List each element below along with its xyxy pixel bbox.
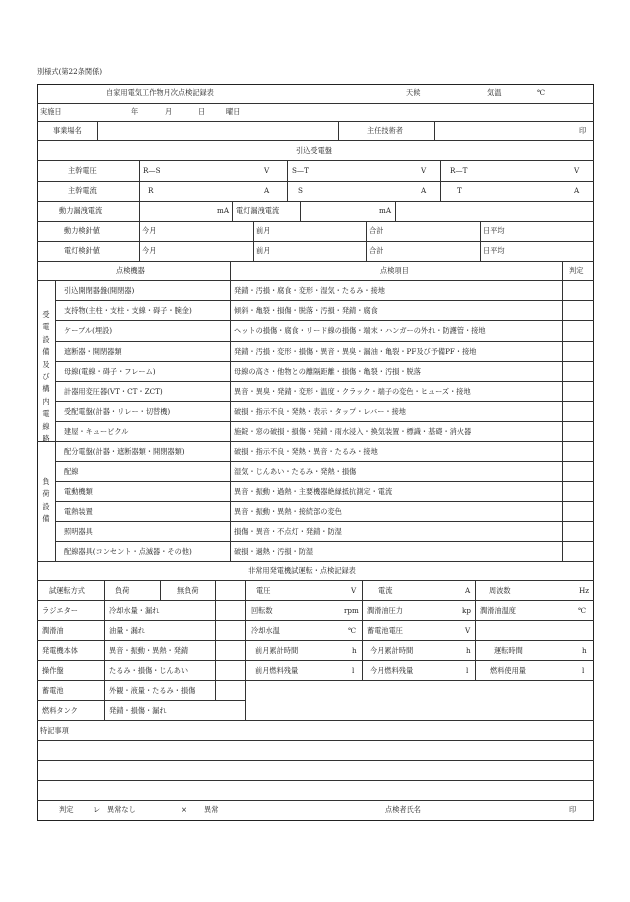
power-total: 合計 bbox=[369, 226, 384, 235]
current-s-unit: A bbox=[421, 186, 427, 195]
office-name-label: 事業場名 bbox=[53, 126, 82, 135]
gen-frequency-label: 周波数 bbox=[489, 586, 511, 595]
lube-oil-label: 潤滑油 bbox=[42, 626, 64, 635]
group1-row-1-equipment: 引込開閉器盤(開閉器) bbox=[64, 286, 135, 295]
power-this-month: 今月 bbox=[142, 226, 157, 235]
weekday-label: 曜日 bbox=[226, 107, 241, 116]
incoming-panel-title: 引込受電盤 bbox=[296, 146, 332, 155]
control-panel-label: 操作盤 bbox=[42, 666, 64, 675]
group2-row-2-items: 湿気・じんあい・たるみ・発熱・損傷 bbox=[234, 467, 357, 476]
radiator-items: 冷却水量・漏れ bbox=[109, 606, 160, 615]
this-fuel-unit: l bbox=[466, 666, 469, 675]
group1-row-3-equipment: ケーブル(埋設) bbox=[64, 326, 113, 335]
power-meter-label: 動力検針値 bbox=[64, 226, 100, 235]
group1-row-5-equipment: 母線(電線・碍子・フレーム) bbox=[64, 367, 156, 376]
run-hours-unit: h bbox=[582, 646, 587, 655]
battery-voltage-unit: V bbox=[465, 626, 471, 635]
judgement-label: 判定 bbox=[59, 805, 74, 814]
prev-hours-unit: h bbox=[352, 646, 357, 655]
prev-fuel-unit: l bbox=[352, 666, 355, 675]
current-t-label: T bbox=[457, 186, 462, 195]
ok-label: 異常なし bbox=[107, 805, 136, 814]
weather-label: 天候 bbox=[406, 88, 421, 97]
group2-row-4-items: 異音・振動・異熱・接続部の変色 bbox=[234, 507, 342, 516]
judgement-header: 判定 bbox=[569, 266, 584, 275]
power-daily-avg: 日平均 bbox=[483, 226, 505, 235]
oil-temp-unit: ℃ bbox=[578, 606, 587, 615]
group1-row-3-items: ヘットの損傷・腐食・リード線の損傷・端末・ハンガーの外れ・防護管・接地 bbox=[234, 326, 486, 335]
year-label: 年 bbox=[131, 107, 139, 116]
battery-items: 外観・液量・たるみ・損傷 bbox=[109, 686, 196, 695]
light-last-month: 前月 bbox=[256, 246, 271, 255]
light-leak-label: 電灯漏洩電流 bbox=[236, 206, 280, 215]
chief-engineer-label: 主任技術者 bbox=[367, 126, 403, 135]
oil-pressure-unit: kp bbox=[462, 606, 471, 615]
group2-row-6-equipment: 配線器具(コンセント・点滅器・その他) bbox=[64, 547, 192, 556]
group1-row-8-items: 施錠・窓の破損・損傷・発錆・雨水浸入・換気装置・標識・基礎・消火器 bbox=[234, 427, 472, 436]
group1-row-7-items: 破損・指示不良・発熱・表示・タップ・レバー・接地 bbox=[234, 407, 406, 416]
voltage-st-label: S—T bbox=[292, 166, 309, 175]
prev-hours-label: 前月累計時間 bbox=[255, 646, 299, 655]
form-title: 自家用電気工作物月次点検記録表 bbox=[106, 88, 214, 97]
current-r-label: R bbox=[148, 186, 154, 195]
prev-fuel-label: 前月燃料残量 bbox=[255, 666, 299, 675]
gen-voltage-unit: V bbox=[351, 586, 357, 595]
group1-row-8-equipment: 建屋・キュービクル bbox=[64, 427, 129, 436]
power-leak-unit: mA bbox=[217, 206, 230, 215]
group1-row-7-equipment: 受配電盤(計器・リレー・切替機) bbox=[64, 407, 171, 416]
group2-row-1-items: 破損・指示不良・発熱・異音・たるみ・接地 bbox=[234, 447, 378, 456]
inspector-name-label: 点検者氏名 bbox=[385, 805, 421, 814]
group1-vertical-label: 受電設備及び構内電線路 bbox=[42, 310, 50, 444]
group2-row-4-equipment: 電熱装置 bbox=[64, 507, 93, 516]
day-label: 日 bbox=[198, 107, 206, 116]
current-r-unit: A bbox=[264, 186, 270, 195]
coolant-temp-unit: ℃ bbox=[348, 626, 357, 635]
no-load-label: 無負荷 bbox=[177, 586, 199, 595]
form-number: 別様式(第22条関係) bbox=[37, 67, 103, 76]
voltage-rs-label: R—S bbox=[143, 166, 161, 175]
power-leak-label: 動力漏洩電流 bbox=[59, 206, 103, 215]
group2-row-5-equipment: 照明器具 bbox=[64, 527, 93, 536]
group2-row-6-items: 破損・過熱・汚損・防湿 bbox=[234, 547, 314, 556]
equipment-header: 点検機器 bbox=[116, 266, 145, 275]
this-hours-unit: h bbox=[466, 646, 471, 655]
fuel-used-label: 燃料使用量 bbox=[490, 666, 526, 675]
rpm-unit: rpm bbox=[344, 606, 359, 615]
test-method-label: 試運転方式 bbox=[49, 586, 85, 595]
this-fuel-label: 今月燃料残量 bbox=[370, 666, 414, 675]
ng-mark: × bbox=[181, 805, 188, 814]
main-current-label: 主幹電流 bbox=[68, 186, 97, 195]
group1-row-2-equipment: 支持物(主柱・支柱・支線・碍子・腕金) bbox=[64, 306, 192, 315]
light-total: 合計 bbox=[369, 246, 384, 255]
group2-row-5-items: 損傷・異音・不点灯・発錆・防湿 bbox=[234, 527, 342, 536]
group2-vertical-label: 負荷設備 bbox=[42, 477, 50, 524]
fuel-tank-label: 燃料タンク bbox=[42, 706, 78, 715]
group2-row-3-items: 異音・振動・過熱・主要機器絶縁抵抗測定・電流 bbox=[234, 487, 393, 496]
light-daily-avg: 日平均 bbox=[483, 246, 505, 255]
oil-pressure-label: 潤滑油圧力 bbox=[367, 606, 403, 615]
gen-frequency-unit: Hz bbox=[579, 586, 590, 595]
ng-label: 異常 bbox=[204, 805, 219, 814]
gen-voltage-label: 電圧 bbox=[256, 586, 271, 595]
fuel-used-unit: l bbox=[582, 666, 585, 675]
voltage-rs-unit: V bbox=[264, 166, 270, 175]
battery-label: 蓄電池 bbox=[42, 686, 64, 695]
generator-body-label: 発電機本体 bbox=[42, 646, 78, 655]
current-t-unit: A bbox=[574, 186, 580, 195]
engineer-seal: 印 bbox=[579, 126, 587, 135]
power-last-month: 前月 bbox=[256, 226, 271, 235]
group2-row-3-equipment: 電動機類 bbox=[64, 487, 93, 496]
check-items-header: 点検項目 bbox=[380, 266, 409, 275]
group2-row-1-equipment: 配分電盤(計器・遮断器類・開閉器類) bbox=[64, 447, 185, 456]
gen-current-unit: A bbox=[465, 586, 471, 595]
battery-voltage-label: 蓄電池電圧 bbox=[367, 626, 403, 635]
ok-mark: レ bbox=[93, 805, 101, 814]
light-meter-label: 電灯検針値 bbox=[64, 246, 100, 255]
generator-body-items: 異音・振動・異熱・発錆 bbox=[109, 646, 189, 655]
month-label: 月 bbox=[165, 107, 173, 116]
group1-row-4-items: 発錆・汚損・変形・損傷・異音・異臭・漏油・亀裂・PF及び予備PF・接地 bbox=[234, 347, 477, 356]
voltage-rt-unit: V bbox=[574, 166, 580, 175]
rpm-label: 回転数 bbox=[251, 606, 273, 615]
temperature-label: 気温 bbox=[487, 88, 502, 97]
fuel-tank-items: 発錆・損傷・漏れ bbox=[109, 706, 167, 715]
group1-row-2-items: 傾斜・亀裂・損傷・脱落・汚損・発錆・腐食 bbox=[234, 306, 378, 315]
date-label: 実施日 bbox=[40, 107, 62, 116]
voltage-st-unit: V bbox=[421, 166, 427, 175]
group1-row-6-items: 異音・異臭・発錆・変形・温度・クラック・端子の変色・ヒューズ・接地 bbox=[234, 387, 471, 396]
generator-section-title: 非常用発電機試運転・点検記録表 bbox=[248, 566, 356, 575]
group1-row-4-equipment: 遮断器・開閉器類 bbox=[64, 347, 122, 356]
remarks-label: 特記事項 bbox=[40, 726, 69, 735]
voltage-rt-label: R—T bbox=[450, 166, 468, 175]
light-leak-unit: mA bbox=[379, 206, 392, 215]
radiator-label: ラジエター bbox=[42, 606, 78, 615]
light-this-month: 今月 bbox=[142, 246, 157, 255]
group2-row-2-equipment: 配線 bbox=[64, 467, 79, 476]
gen-current-label: 電流 bbox=[378, 586, 393, 595]
inspector-seal: 印 bbox=[569, 805, 577, 814]
main-voltage-label: 主幹電圧 bbox=[68, 166, 97, 175]
control-panel-items: たるみ・損傷・じんあい bbox=[109, 666, 189, 675]
this-hours-label: 今月累計時間 bbox=[370, 646, 414, 655]
run-hours-label: 運転時間 bbox=[494, 646, 523, 655]
lube-oil-items: 油量・漏れ bbox=[109, 626, 145, 635]
coolant-temp-label: 冷却水温 bbox=[251, 626, 280, 635]
group1-row-6-equipment: 計器用変圧器(VT・CT・ZCT) bbox=[64, 387, 163, 396]
temperature-unit: ℃ bbox=[537, 88, 546, 97]
loaded-label: 負荷 bbox=[115, 586, 130, 595]
group1-row-5-items: 母線の高さ・他物との離隔距離・損傷・亀裂・汚損・脱落 bbox=[234, 367, 421, 376]
oil-temp-label: 潤滑油温度 bbox=[480, 606, 516, 615]
current-s-label: S bbox=[298, 186, 303, 195]
group1-row-1-items: 発錆・汚損・腐食・変形・湿気・たるみ・接地 bbox=[234, 286, 385, 295]
